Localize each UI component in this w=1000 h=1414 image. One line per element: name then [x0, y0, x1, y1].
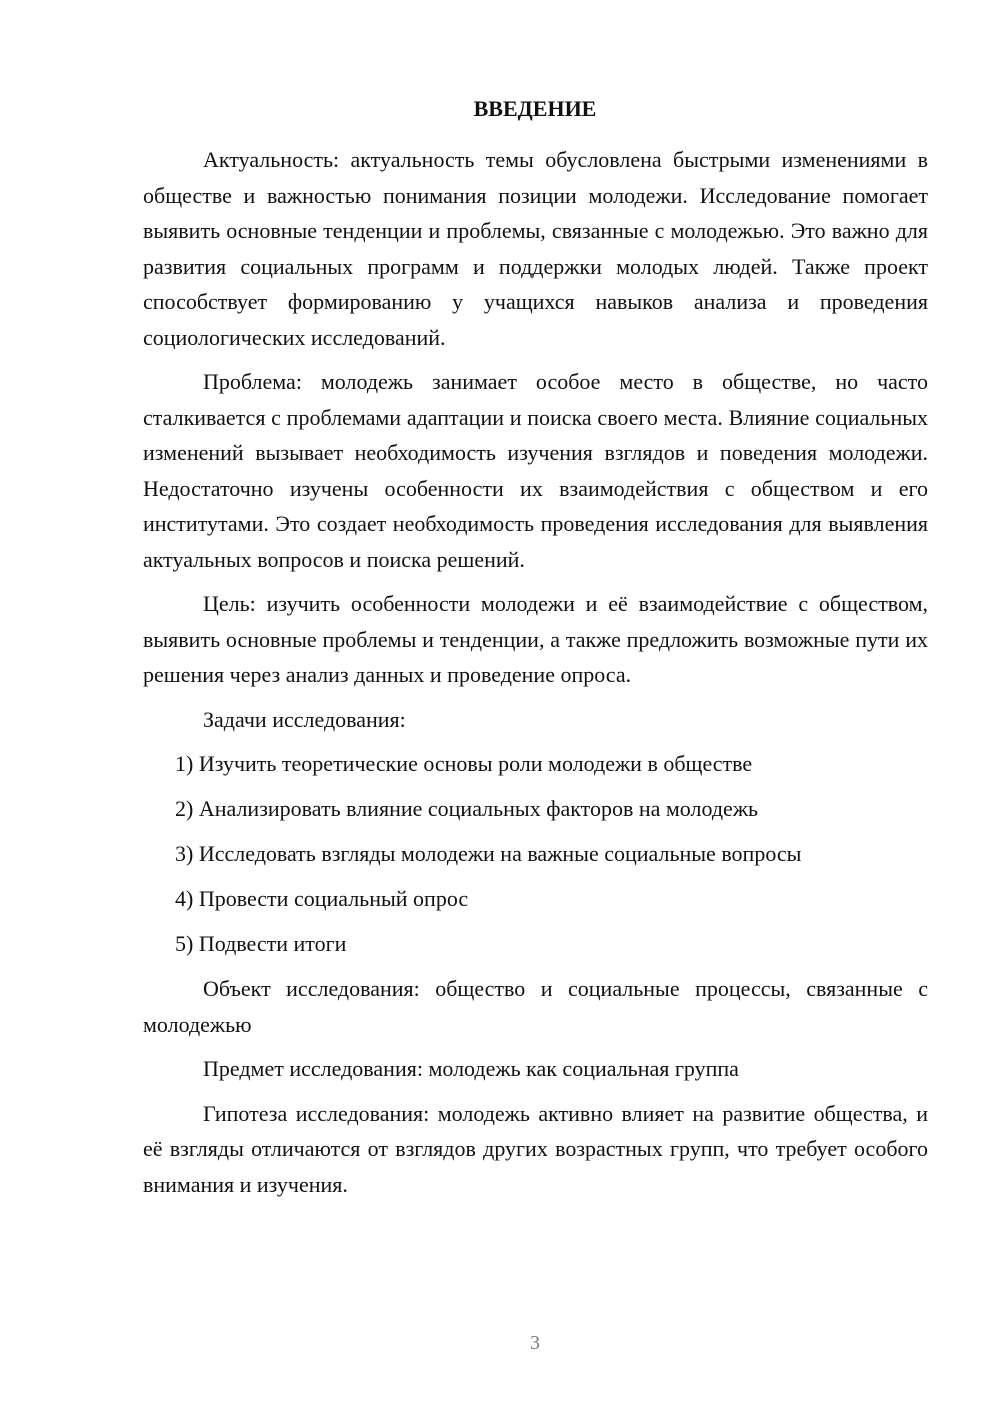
- task-list: [143, 746, 928, 962]
- goal-paragraph: Цель: изучить особенности молодежи и её взаимодействие с обществом, выявить основные проблемы и тенденции, а также предложить возможные пути их решения через анализ данных и проведение опроса.: [143, 591, 928, 687]
- list-item: 3) Исследовать взгляды молодежи на важные социальные вопросы: [175, 841, 802, 866]
- list-item: 4) Провести социальный опрос: [175, 886, 469, 911]
- list-item: 5) Подвести итоги: [175, 931, 347, 956]
- hypothesis-paragraph: Гипотеза исследования: молодежь активно влияет на развитие общества, и её взгляды отличаются от взглядов других возрастных групп, что требует особого внимания и изучения.: [143, 1100, 928, 1197]
- tasks-intro-paragraph: Задачи исследования:: [203, 706, 406, 732]
- subject-paragraph: Предмет исследования: молодежь как социальная группа: [203, 1056, 739, 1081]
- problem-paragraph: Проблема: молодежь занимает особое место в обществе, но часто сталкивается с проблемами адаптации и поиска своего места. Влияние социальных изменений вызывает необходимость изучения взглядов и поведения молодежи. Недостаточно изучены особенности их взаимодействия с обществом и его институтами. Это создает необходимость проведения исследования для выявления актуальных вопросов и поиска решений.: [143, 369, 928, 572]
- list-item: 2) Анализировать влияние социальных факторов на молодежь: [175, 796, 759, 821]
- page-title: ВВЕДЕНИЕ: [473, 96, 597, 121]
- page-number: 3: [530, 1332, 540, 1354]
- document-body: [143, 142, 928, 1211]
- list-item: 1) Изучить теоретические основы роли молодежи в обществе: [175, 751, 753, 776]
- object-paragraph: Объект исследования: общество и социальные процессы, связанные с молодежью: [143, 976, 928, 1037]
- relevance-paragraph: Актуальность: актуальность темы обусловлена быстрыми изменениями в обществе и важностью понимания позиции молодежи. Исследование помогает выявить основные тенденции и проблемы, связанные с молодежью. Это важно для развития социальных программ и поддержки молодых людей. Также проект способствует формированию у учащихся навыков анализа и проведения социологических исследований.: [143, 147, 928, 350]
